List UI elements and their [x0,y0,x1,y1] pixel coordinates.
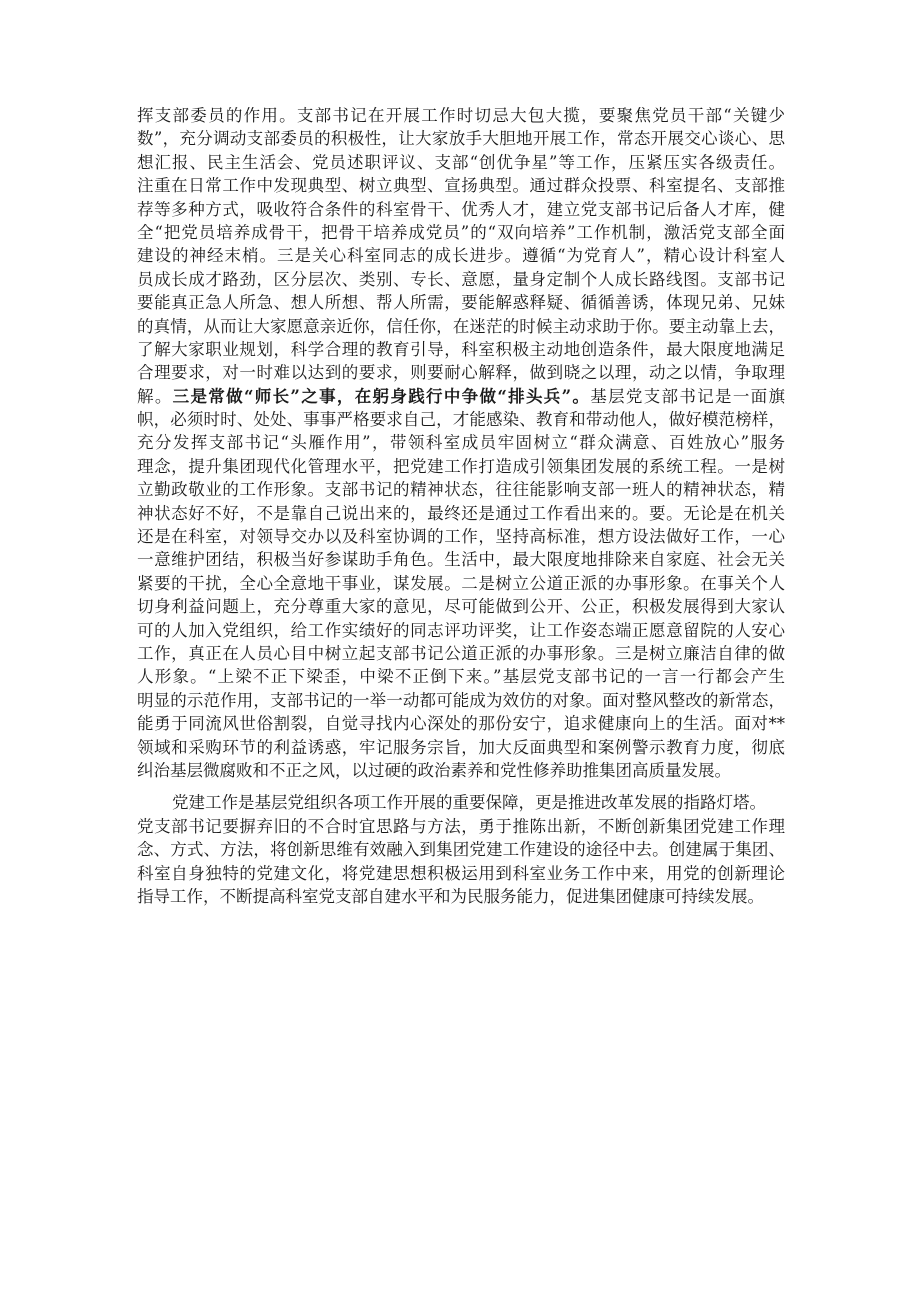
text-line: 员成长成才路劲，区分层次、类别、专长、意愿，量身定制个人成长路线图。支部书记 [137,269,785,289]
text-line: 数”，充分调动支部委员的积极性，让大家放手大胆地开展工作，常态开展交心谈心、思 [137,129,785,149]
text-line: 工作，真正在人员心目中树立起支部书记公道正派的办事形象。三是树立廉洁自律的做 [137,643,785,663]
text-line: 能勇于同流风世俗割裂，自觉寻找内心深处的那份安宁，追求健康向上的生活。面对** [137,714,785,734]
text-line: 还是在科室，对领导交办以及科室协调的工作，坚持高标准，想方设法做好工作，一心 [137,527,785,547]
text-line: 立勤政敬业的工作形象。支部书记的精神状态，往往能影响支部一班人的精神状态，精 [137,480,785,500]
text-line: 充分发挥支部书记“头雁作用”，带领科室成员牢固树立“群众满意、百姓放心”服务 [137,433,785,453]
text-line: 了解大家职业规划，科学合理的教育引导，科室积极主动地创造条件，最大限度地满足 [137,339,785,359]
document-page [137,104,785,908]
text-line: 紧要的干扰，全心全意地干事业，谋发展。二是树立公道正派的办事形象。在事关个人 [137,573,785,593]
text-line: 帜，必须时时、处处、事事严格要求自己，才能感染、教育和带动他人，做好模范榜样， [137,410,785,430]
text-line: 的真情，从而让大家愿意亲近你，信任你，在迷茫的时候主动求助于你。要主动靠上去， [137,316,785,336]
text-line: 明显的示范作用，支部书记的一举一动都可能成为效仿的对象。面对整风整改的新常态， [137,690,785,710]
text-line: 合理要求，对一时难以达到的要求，则要耐心解释，做到晓之以理，动之以情，争取理 [137,363,785,383]
text-line: 注重在日常工作中发现典型、树立典型、宣扬典型。通过群众投票、科室提名、支部推 [137,176,785,196]
text-line-with-heading [137,385,785,408]
text-line: 要能真正急人所急、想人所想、帮人所需，要能解惑释疑、循循善诱，体现兄弟、兄妹 [137,293,785,313]
text-line: 荐等多种方式，吸收符合条件的科室骨干、优秀人才，建立党支部书记后备人才库，健 [137,199,785,219]
paragraph-spacer [137,782,785,791]
section-heading: 三是常做“师长”之事，在躬身践行中争做“排头兵”。 [172,386,591,406]
text-line: 人形象。“上梁不正下梁歪，中梁不正倒下来。”基层党支部书记的一言一行都会产生 [137,667,785,687]
text-line: 挥支部委员的作用。支部书记在开展工作时切忌大包大揽，要聚焦党员干部“关键少 [137,106,785,125]
paragraph-1 [137,104,785,782]
text-line: 全“把党员培养成骨干，把骨干培养成党员”的“双向培养”工作机制，激活党支部全面 [137,222,785,242]
text-line: 神状态好不好，不是靠自己说出来的，最终还是通过工作看出来的。要。无论是在机关 [137,503,785,523]
text-line: 念、方式、方法，将创新思维有效融入到集团党建工作建设的途径中去。创建属于集团、 [137,840,785,860]
text-line: 可的人加入党组织，给工作实绩好的同志评功评奖，让工作姿态端正愿意留院的人安心 [137,620,785,640]
text-line: 党支部书记要摒弃旧的不合时宜思路与方法，勇于推陈出新，不断创新集团党建工作理 [137,816,785,836]
text-line: 切身利益问题上，充分尊重大家的意见，尽可能做到公开、公正，积极发展得到大家认 [137,597,785,617]
text-line: 理念，提升集团现代化管理水平，把党建工作打造成引领集团发展的系统工程。一是树 [137,456,785,476]
text-line: 指导工作，不断提高科室党支部自建水平和为民服务能力，促进集团健康可持续发展。 [137,886,764,906]
text-segment: 基层党支部书记是一面旗 [590,386,785,406]
text-line: 建设的神经末梢。三是关心科室同志的成长进步。遵循“为党育人”，精心设计科室人 [137,246,785,266]
paragraph-2 [137,791,785,908]
text-line: 党建工作是基层党组织各项工作开展的重要保障，更是推进改革发展的指路灯塔。 [172,793,766,813]
text-segment: 解。 [137,386,173,406]
text-line: 纠治基层微腐败和不正之风，以过硬的政治素养和党性修养助推集团高质量发展。 [137,760,731,780]
text-line: 科室自身独特的党建文化，将党建思想积极运用到科室业务工作中来，用党的创新理论 [137,863,785,883]
text-line: 一意维护团结，积极当好参谋助手角色。生活中，最大限度地排除来自家庭、社会无关 [137,550,785,570]
text-line: 领域和采购环节的利益诱惑，牢记服务宗旨，加大反面典型和案例警示教育力度，彻底 [137,737,785,757]
text-line: 想汇报、民主生活会、党员述职评议、支部“创优争星”等工作，压紧压实各级责任。 [137,152,785,172]
